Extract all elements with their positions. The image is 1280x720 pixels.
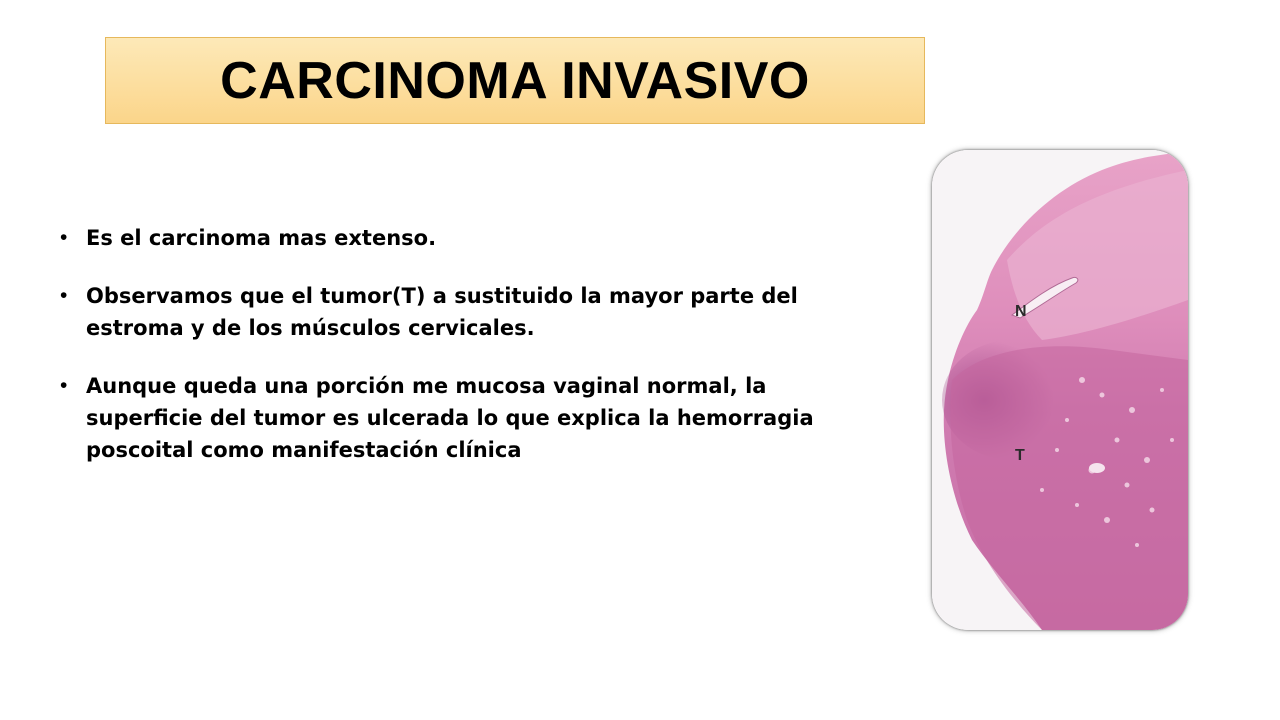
bullet-item [60,222,890,254]
bullet-icon: • [60,374,68,397]
slide-title: CARCINOMA INVASIVO [220,51,810,110]
bullet-icon: • [60,284,68,307]
bullet-text: Observamos que el tumor(T) a sustituido la mayor parte del estroma y de los músculos cervicales. [86,284,798,340]
bullet-list [60,222,890,492]
title-banner [105,37,925,124]
bullet-text: Es el carcinoma mas extenso. [86,226,437,250]
label-normal: N [1015,303,1027,320]
histology-micrograph [932,150,1188,630]
label-tumor: T [1015,447,1025,464]
bullet-text: Aunque queda una porción me mucosa vaginal normal, la superficie del tumor es ulcerada lo que explica la hemorragia poscoital como manifestación clínica [86,374,814,462]
bullet-item [60,370,890,466]
bullet-item [60,280,890,344]
bullet-icon: • [60,226,68,249]
tissue-section-image [932,150,1188,630]
